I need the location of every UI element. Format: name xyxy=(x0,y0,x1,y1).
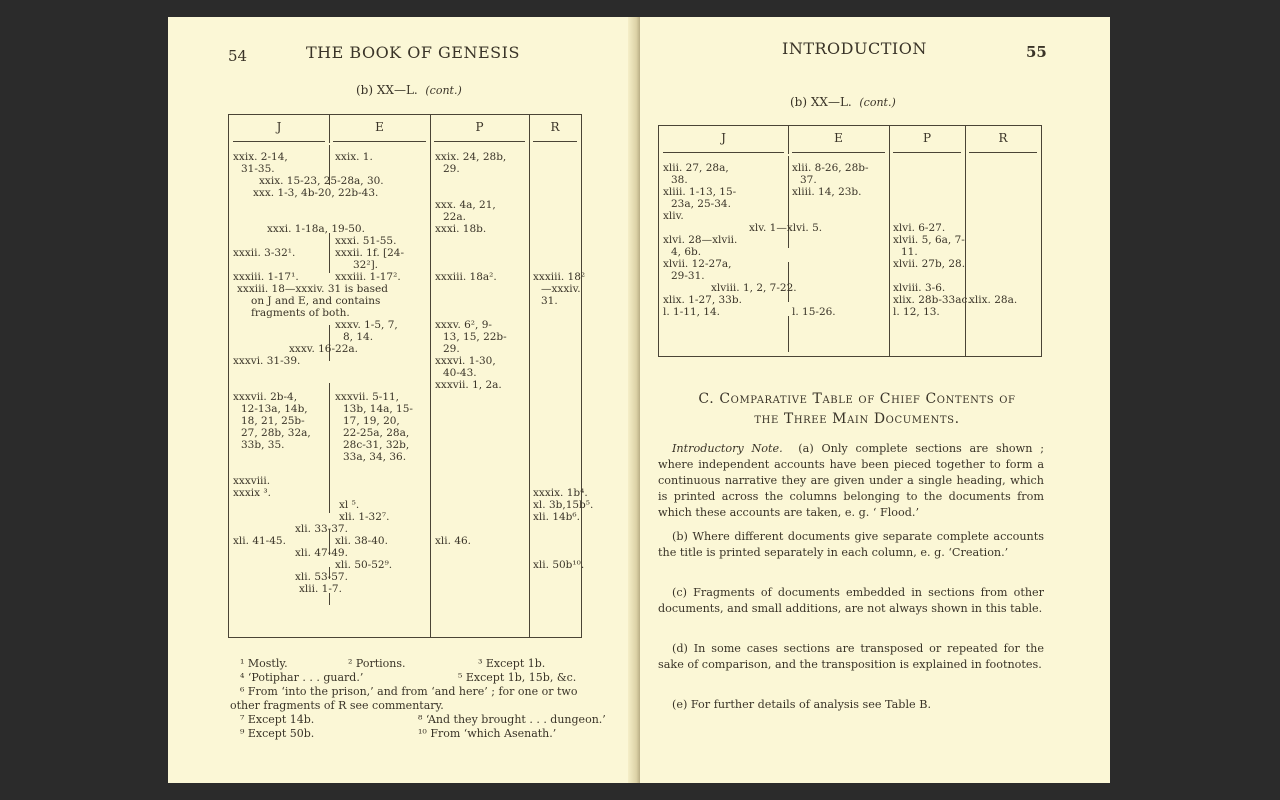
table-cell-line-p: 13, 15, 22b- xyxy=(443,331,507,343)
table-cell-line-r: xxxiii. 18² xyxy=(533,271,586,283)
table-cell-line-p: 29. xyxy=(443,343,460,355)
table-cell-line-e: xli. 1-32⁷. xyxy=(339,511,390,523)
paragraph-a-text: (a) Only complete sections are shown ; where independent accounts have been pieced together to form a continuous narrative they are given under a single heading, which is printed across the columns belonging to the documents from which these accounts are taken, e. g. ‘ Flood.’ xyxy=(658,442,1044,519)
table-cell-line-j: xlix. 1-27, 33b. xyxy=(663,294,742,306)
footnote: ⁶ From ‘into the prison,’ and from ‘and here’ ; for one or two xyxy=(240,685,578,698)
paragraph-c: (c) Fragments of documents embedded in sections from other documents, and small additions, are not always shown in this table. xyxy=(658,586,1044,615)
table-cell-line-je: xlv. 1—xlvi. 5. xyxy=(749,222,823,234)
table-b-cont xyxy=(658,125,1042,357)
table-subtitle xyxy=(356,83,462,97)
table-b xyxy=(228,114,594,638)
table-cell-line-j: 33b, 35. xyxy=(241,439,285,451)
table-cell-line-p: xxx. 4a, 21, xyxy=(435,199,496,211)
table-cell-line-e: xlii. 8-26, 28b- xyxy=(792,162,869,174)
table-cell-line-e: xli. 50-52⁹. xyxy=(335,559,393,571)
table-cell-line-j: 23a, 25-34. xyxy=(671,198,731,210)
footnote: ⁸ ‘And they brought . . . dungeon.’ xyxy=(418,713,606,726)
table-cell-line-p: xxxvii. 1, 2a. xyxy=(435,379,502,391)
table-cell-line-r: xlix. 28a. xyxy=(969,294,1018,306)
table-cell-line-j: xxxviii. xyxy=(233,475,271,487)
table-cell-line-j: 31-35. xyxy=(241,163,275,175)
subtitle-cont: (cont.) xyxy=(859,96,896,109)
page-number: 54 xyxy=(228,47,248,65)
table-cell-line-r: xxxix. 1b⁴. xyxy=(533,487,588,499)
table-cell-line-e: xl ⁵. xyxy=(339,499,360,511)
table-cell-line-p: 29. xyxy=(443,163,460,175)
table-cell-line-j: 4, 6b. xyxy=(671,246,702,258)
table-cell-line-p: 40-43. xyxy=(443,367,477,379)
table-cell-line-j: xlvii. 12-27a, xyxy=(663,258,732,270)
table-subtitle xyxy=(790,95,896,109)
column-header-r: R xyxy=(550,120,560,134)
footnote: ⁹ Except 50b. xyxy=(240,727,315,740)
table-cell-line-e: xxxiii. 1-17². xyxy=(335,271,401,283)
table-cell-line-e: 32²]. xyxy=(353,259,379,271)
footnote: ¹⁰ From ‘which Asenath.’ xyxy=(418,727,557,740)
column-header-j: J xyxy=(276,120,282,134)
table-cell-line-je: on J and E, and contains xyxy=(251,295,381,307)
running-head: INTRODUCTION xyxy=(782,39,927,58)
column-header-e: E xyxy=(375,120,384,134)
table-cell-line-j: 38. xyxy=(671,174,688,186)
section-heading xyxy=(652,389,1062,429)
table-cell-line-je: xlviii. 1, 2, 7-22. xyxy=(711,282,797,294)
column-header-j: J xyxy=(721,131,726,145)
footnote: ⁵ Except 1b, 15b, &c. xyxy=(458,671,577,684)
table-cell-line-je: xxxv. 16-22a. xyxy=(289,343,358,355)
table-cell-line-je: fragments of both. xyxy=(251,307,350,319)
table-cell-line-j: xxix. 2-14, xyxy=(233,151,288,163)
table-cell-line-je: xlii. 1-7. xyxy=(299,583,342,595)
paragraph-a xyxy=(658,441,1044,521)
page-number: 55 xyxy=(1026,43,1047,61)
footnote: ⁷ Except 14b. xyxy=(240,713,315,726)
table-cell-line-j: xxxvii. 2b-4, xyxy=(233,391,298,403)
footnote: ¹ Mostly. xyxy=(240,657,288,670)
table-cell-line-je: xli. 47-49. xyxy=(295,547,348,559)
table-cell-line-je: xxxi. 1-18a, 19-50. xyxy=(267,223,365,235)
table-cell-line-e: xxxv. 1-5, 7, xyxy=(335,319,398,331)
table-cell-line-e: 37. xyxy=(800,174,817,186)
table-cell-line-r: xli. 14b⁶. xyxy=(533,511,580,523)
table-cell-line-j: xxxvi. 31-39. xyxy=(233,355,301,367)
table-cell-line-r: —xxxiv. xyxy=(541,283,581,295)
footnote: ⁴ ‘Potiphar . . . guard.’ xyxy=(240,671,364,684)
table-cell-line-j: xlii. 27, 28a, xyxy=(663,162,729,174)
table-cell-line-j: xxxix ³. xyxy=(233,487,271,499)
table-cell-line-je: xxxiii. 18—xxxiv. 31 is based xyxy=(237,283,388,295)
footnote: ³ Except 1b. xyxy=(478,657,546,670)
footnote: ² Portions. xyxy=(348,657,406,670)
subtitle-prefix: (b) XX—L. xyxy=(356,83,418,97)
table-cell-line-e: xxxvii. 5-11, xyxy=(335,391,400,403)
running-head: THE BOOK OF GENESIS xyxy=(306,43,520,62)
table-cell-line-p: xlvii. 27b, 28. xyxy=(893,258,966,270)
table-cell-line-j: xxxii. 3-32¹. xyxy=(233,247,296,259)
table-cell-line-e: l. 15-26. xyxy=(792,306,836,318)
table-cell-line-p: 11. xyxy=(901,246,918,258)
section-heading-line-1: C. Comparative Table of Chief Contents of xyxy=(698,391,1016,407)
paragraph-b: (b) Where different documents give separate complete accounts the title is printed separately in each column, e. g. ‘Creation.’ xyxy=(658,530,1044,559)
paragraph-e: (e) For further details of analysis see Table B. xyxy=(672,698,932,711)
table-cell-line-r: xli. 50b¹⁰. xyxy=(533,559,585,571)
table-cell-line-je: xli. 53-57. xyxy=(295,571,348,583)
table-cell-line-p: xli. 46. xyxy=(435,535,472,547)
table-cell-line-r: 31. xyxy=(541,295,558,307)
table-cell-line-je: xxix. 15-23, 25-28a, 30. xyxy=(259,175,384,187)
table-cell-line-e: xxxi. 51-55. xyxy=(335,235,397,247)
paragraph-d: (d) In some cases sections are transposed or repeated for the sake of comparison, and the transposition is explained in footnotes. xyxy=(658,642,1044,671)
table-cell-line-e: xli. 38-40. xyxy=(335,535,388,547)
table-cell-line-j: xliii. 1-13, 15- xyxy=(663,186,737,198)
table-cell-line-j: 12-13a, 14b, xyxy=(241,403,308,415)
table-cell-line-e: 33a, 34, 36. xyxy=(343,451,407,463)
left-page xyxy=(168,17,638,783)
table-cell-line-j: xli. 41-45. xyxy=(233,535,286,547)
table-cell-line-p: xxix. 24, 28b, xyxy=(435,151,507,163)
table-cell-line-e: xliii. 14, 23b. xyxy=(792,186,862,198)
table-cell-line-je: xli. 33-37. xyxy=(295,523,348,535)
table-cell-line-j: 27, 28b, 32a, xyxy=(241,427,311,439)
table-cell-line-p: l. 12, 13. xyxy=(893,306,940,318)
table-cell-line-e: 22-25a, 28a, xyxy=(343,427,410,439)
right-page xyxy=(640,17,1110,783)
table-cell-line-je: xxx. 1-3, 4b-20, 22b-43. xyxy=(253,187,379,199)
table-cell-line-r: xl. 3b,15b⁵. xyxy=(533,499,594,511)
subtitle-cont: (cont.) xyxy=(425,84,462,97)
table-cell-line-p: xxxvi. 1-30, xyxy=(435,355,496,367)
table-cell-line-j: xxxiii. 1-17¹. xyxy=(233,271,299,283)
table-cell-line-j: 18, 21, 25b- xyxy=(241,415,305,427)
column-header-r: R xyxy=(998,131,1008,145)
table-cell-line-j: xlvi. 28—xlvii. xyxy=(663,234,738,246)
table-cell-line-e: 28c-31, 32b, xyxy=(343,439,410,451)
column-header-p: P xyxy=(475,120,484,134)
table-cell-line-p: xlvii. 5, 6a, 7- xyxy=(893,234,965,246)
table-cell-line-e: 8, 14. xyxy=(343,331,374,343)
table-cell-line-p: 22a. xyxy=(443,211,466,223)
table-cell-line-e: 13b, 14a, 15- xyxy=(343,403,413,415)
table-cell-line-p: xxxv. 6², 9- xyxy=(435,319,492,331)
table-cell-line-e: 17, 19, 20, xyxy=(343,415,400,427)
table-cell-line-p: xlix. 28b-33ac. xyxy=(893,294,971,306)
footnote: other fragments of R see commentary. xyxy=(230,699,444,712)
intro-label: Introductory Note. xyxy=(672,442,783,455)
table-cell-line-p: xlvi. 6-27. xyxy=(893,222,946,234)
subtitle-prefix: (b) XX—L. xyxy=(790,95,852,109)
section-heading-line-2: the Three Main Documents. xyxy=(754,411,960,427)
table-cell-line-p: xxxi. 18b. xyxy=(435,223,487,235)
column-header-e: E xyxy=(834,131,843,145)
table-cell-line-e: xxxii. 1f. [24- xyxy=(335,247,405,259)
table-cell-line-e: xxix. 1. xyxy=(335,151,373,163)
table-cell-line-j: 29-31. xyxy=(671,270,705,282)
table-cell-line-j: l. 1-11, 14. xyxy=(663,306,720,318)
table-cell-line-p: xxxiii. 18a². xyxy=(435,271,497,283)
table-cell-line-p: xlviii. 3-6. xyxy=(893,282,946,294)
column-header-p: P xyxy=(922,131,932,145)
table-cell-line-j: xliv. xyxy=(663,210,684,222)
